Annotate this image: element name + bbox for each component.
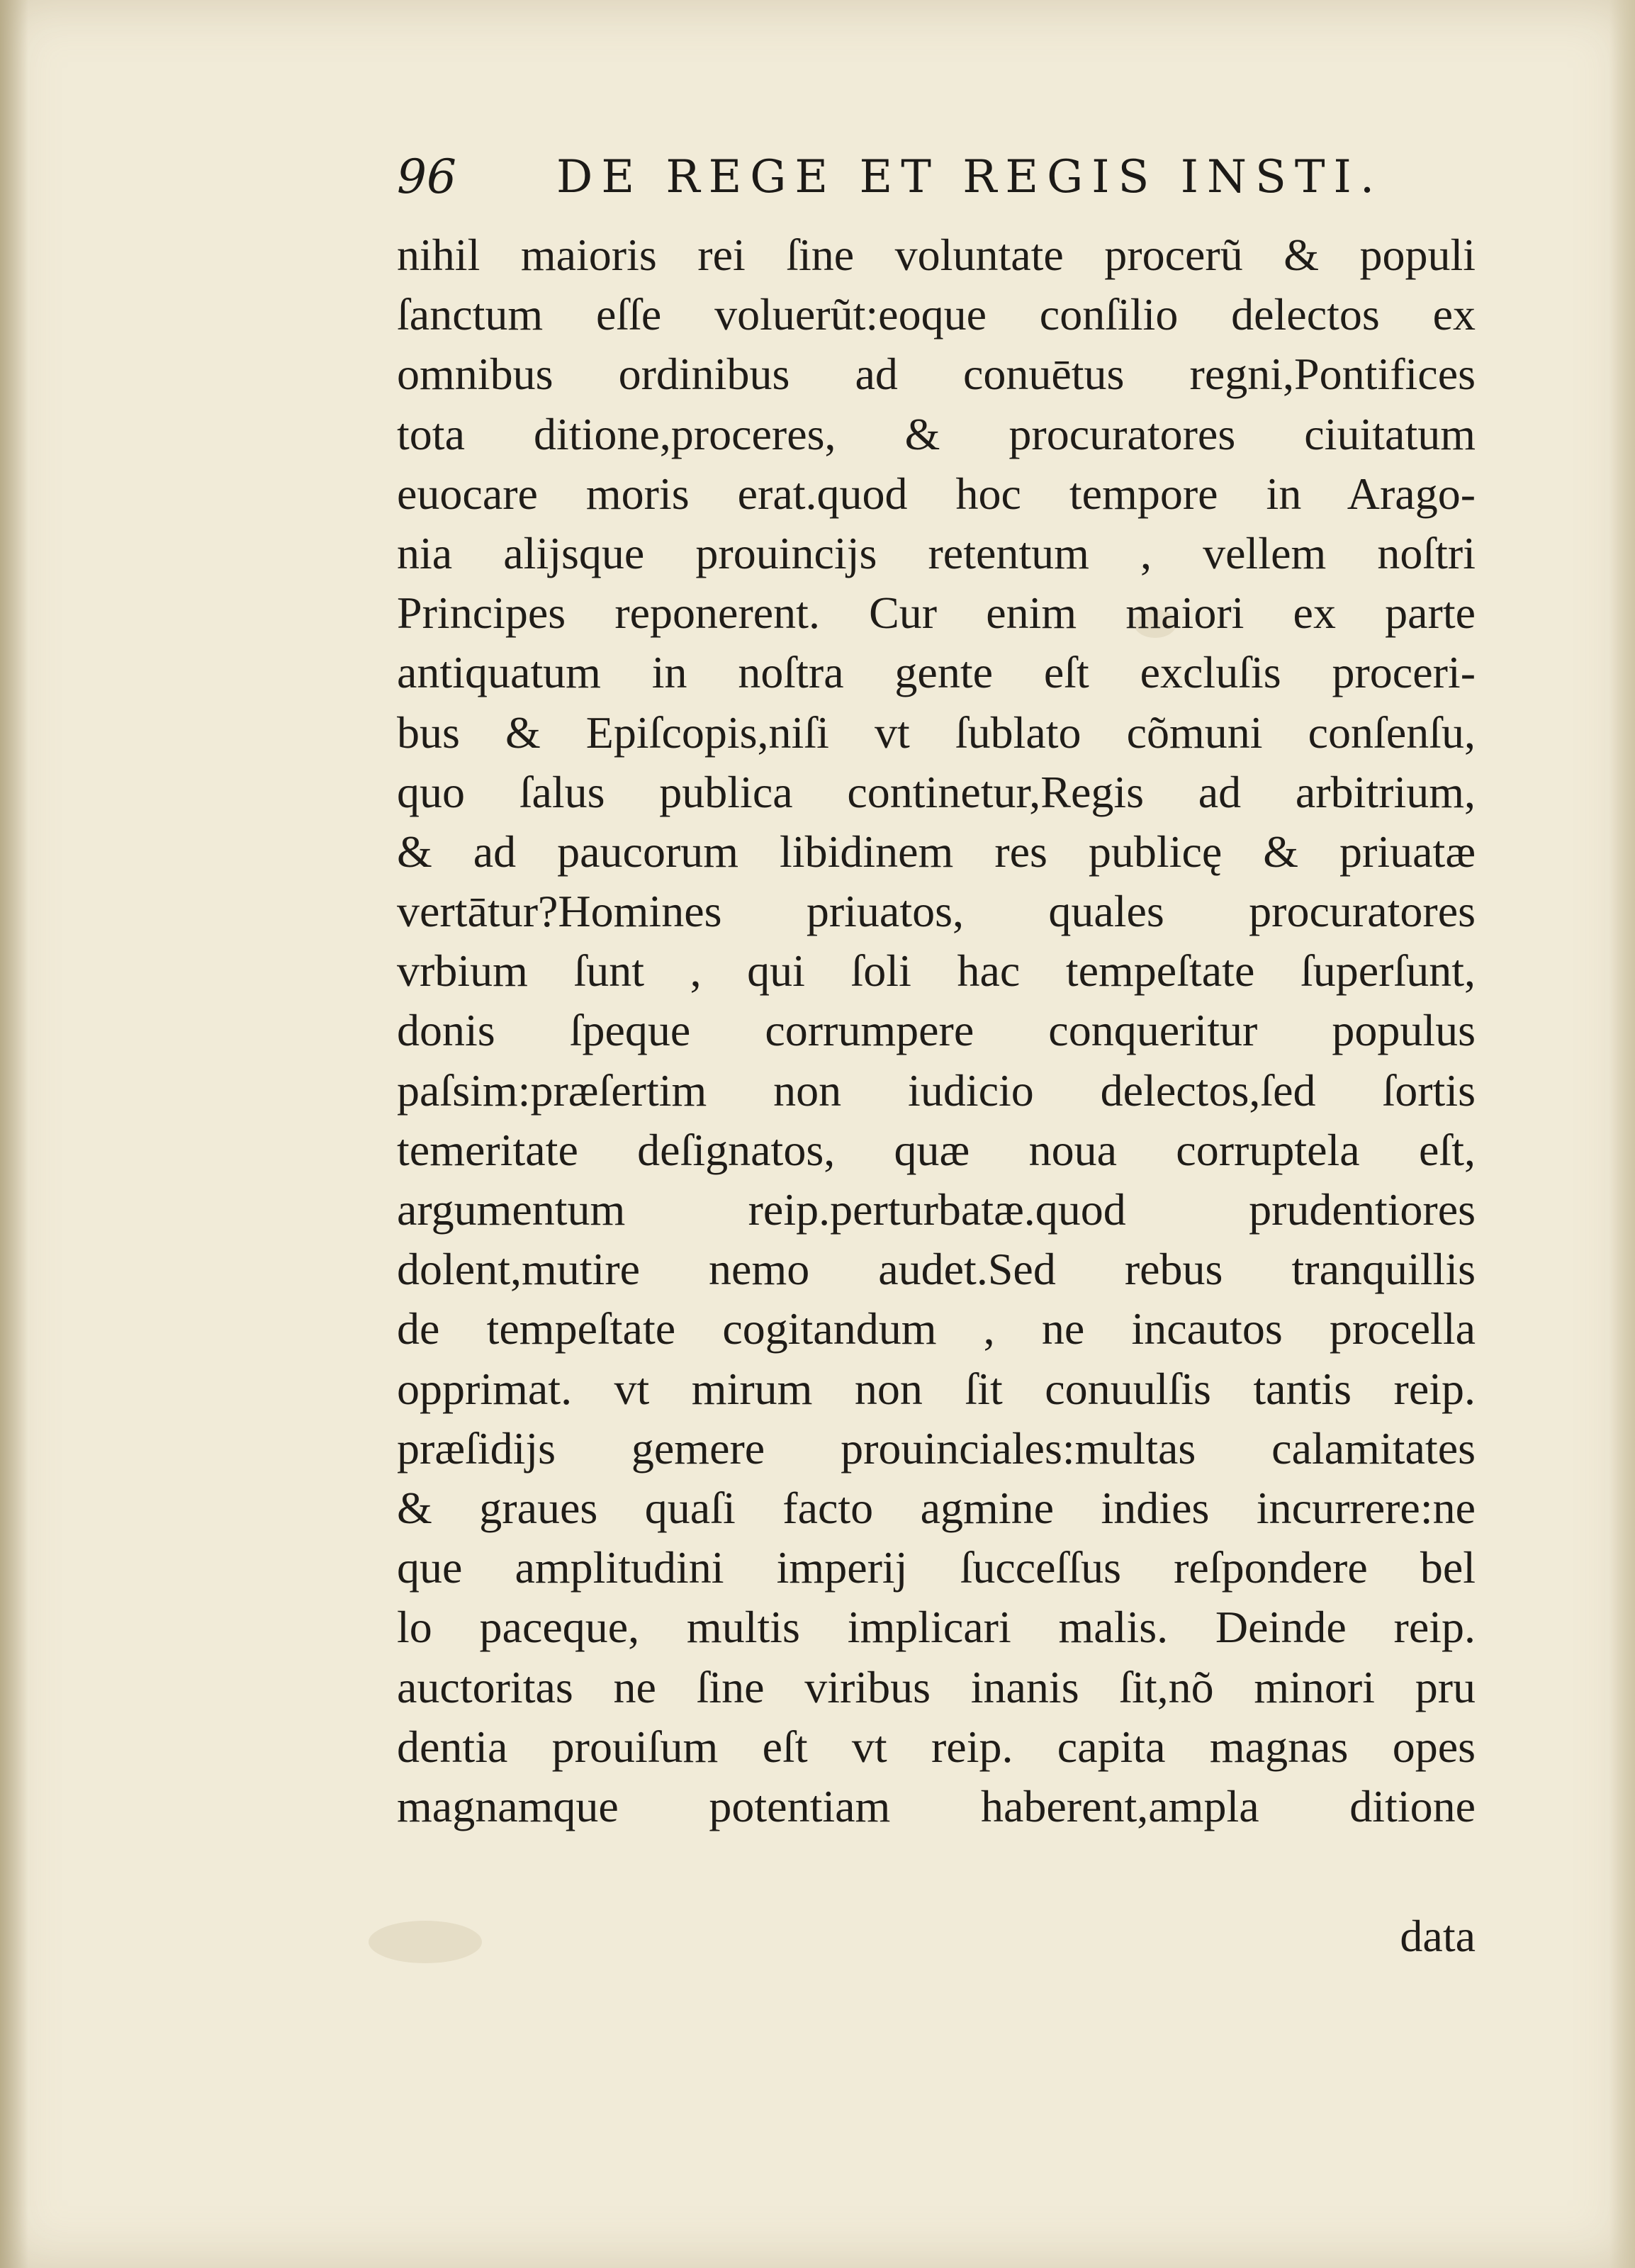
text-line: dolent,mutire nemo audet.Sed rebus tranquillis [397, 1244, 1476, 1295]
text-line: Principes reponerent. Cur enim maiori ex parte [397, 588, 1476, 639]
text-line: donis ſpeque corrumpere conqueritur populus [397, 1005, 1476, 1056]
text-line: & graues quaſi facto agmine indies incurrere:ne [397, 1482, 1476, 1533]
text-line: temeritate deſignatos, quæ noua corruptela eſt, [397, 1124, 1476, 1175]
text-line: dentia prouiſum eſt vt reip. capita magnas opes [397, 1721, 1476, 1772]
page-number: 96 [397, 150, 456, 204]
text-line: argumentum reip.perturbatæ.quod prudentiores [397, 1184, 1476, 1235]
text-line: præſidijs gemere prouinciales:multas calamitates [397, 1422, 1476, 1473]
text-line: omnibus ordinibus ad conuētus regni,Pontifices [397, 349, 1476, 400]
catchword: data [1400, 1911, 1476, 1961]
text-line: & ad paucorum libidinem res publicę & priuatæ [397, 826, 1476, 877]
text-line: quo ſalus publica continetur,Regis ad arbitrium, [397, 766, 1476, 817]
text-line: magnamque potentiam haberent,ampla ditione [397, 1780, 1476, 1831]
text-line: lo paceque, multis implicari malis. Deinde reip. [397, 1602, 1476, 1653]
text-line: nia alijsque prouincijs retentum , vellem noſtri [397, 527, 1476, 578]
text-line: de tempeſtate cogitandum , ne incautos procella [397, 1303, 1476, 1354]
text-line: opprimat. vt mirum non ſit conuulſis tantis reip. [397, 1363, 1476, 1414]
text-line: que amplitudini imperij ſucceſſus reſpondere bel [397, 1542, 1476, 1593]
text-line: euocare moris erat.quod hoc tempore in Arago- [397, 468, 1476, 519]
text-line: tota ditione,proceres, & procuratores ciuitatum [397, 408, 1476, 459]
text-line: nihil maioris rei ſine voluntate procerũ & populi [397, 230, 1476, 280]
text-line: bus & Epiſcopis,niſi vt ſublato cõmuni conſenſu, [397, 707, 1476, 758]
text-line: vertātur?Homines priuatos, quales procuratores [397, 886, 1476, 937]
text-line: antiquatum in noſtra gente eſt excluſis proceri- [397, 647, 1476, 698]
body-text [397, 225, 1476, 1836]
page-header [397, 145, 1403, 209]
running-head: DE REGE ET REGIS INSTI. [556, 151, 1383, 203]
text-line: ſanctum eſſe voluerũt:eoque conſilio delectos ex [397, 289, 1476, 340]
text-line: paſsim:præſertim non iudicio delectos,ſed ſortis [397, 1065, 1476, 1116]
text-line: auctoritas ne ſine viribus inanis ſit,nõ minori pru [397, 1661, 1476, 1712]
paper-stain [369, 1921, 482, 1963]
text-line: vrbium ſunt , qui ſoli hac tempeſtate ſuperſunt, [397, 945, 1476, 997]
